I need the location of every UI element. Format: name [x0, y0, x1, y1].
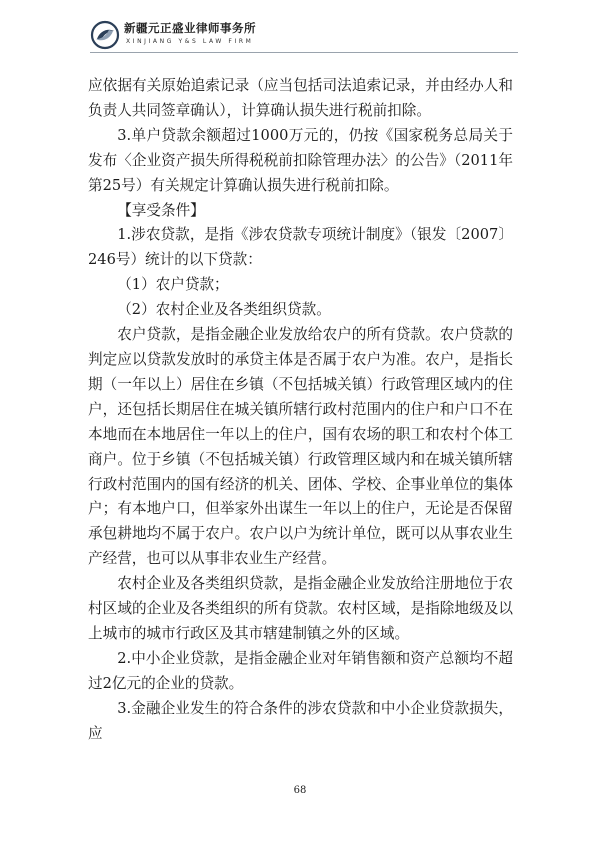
firm-name-cn: 新疆元正盛业律师事务所 — [124, 21, 256, 35]
firm-name-en: XINJIANG Y&S LAW FIRM — [126, 38, 254, 45]
paragraph: （2）农村企业及各类组织贷款。 — [117, 301, 331, 319]
paragraph: 3.金融企业发生的符合条件的涉农贷款和中小企业贷款损失，应 — [88, 699, 513, 742]
paragraph: 【享受条件】 — [117, 201, 205, 219]
paragraph: 应依据有关原始追索记录（应当包括司法追索记录，并由经办人和负责人共同签章确认），计算确认损失进行税前扣除。 — [88, 77, 513, 119]
header-divider — [90, 52, 518, 53]
paragraph: （1）农户贷款； — [117, 276, 229, 294]
paragraph: 3.单户贷款余额超过1000万元的，仍按《国家税务总局关于发布〈企业资产损失所得税税前扣除管理办法〉的公告》（2011年第25号）有关规定计算确认损失进行税前扣除。 — [88, 126, 513, 194]
page-header — [90, 16, 520, 56]
document-body — [88, 74, 513, 746]
page-number: 68 — [293, 785, 307, 796]
firm-logo-icon — [90, 20, 120, 50]
paragraph: 2.中小企业贷款，是指金融企业对年销售额和资产总额均不超过2亿元的企业的贷款。 — [88, 649, 513, 692]
paragraph: 1.涉农贷款，是指《涉农贷款专项统计制度》（银发〔2007〕246号）统计的以下贷款： — [88, 226, 513, 269]
paragraph: 农村企业及各类组织贷款，是指金融企业发放给注册地位于农村区域的企业及各类组织的所有贷款。农村区域，是指除地级及以上城市的城市行政区及其市辖建制镇之外的区域。 — [88, 575, 513, 642]
paragraph: 农户贷款，是指金融企业发放给农户的所有贷款。农户贷款的判定应以贷款发放时的承贷主体是否属于农户为准。农户，是指长期（一年以上）居住在乡镇（不包括城关镇）行政管理区域内的住户，还包括长期居住在城关镇所辖行政村范围内的住户和户口不在本地而在本地居住一年以上的住户，国有农场的职工和农村个体工商户。位于乡镇（不包括城关镇）行政管理区域内和在城关镇所辖行政村范围内的国有经济的机关、团体、学校、企事业单位的集体户；有本地户口，但举家外出谋生一年以上的住户，无论是否保留承包耕地均不属于农户。农户以户为统计单位，既可以从事农业生产经营，也可以从事非农业生产经营。 — [88, 326, 513, 568]
